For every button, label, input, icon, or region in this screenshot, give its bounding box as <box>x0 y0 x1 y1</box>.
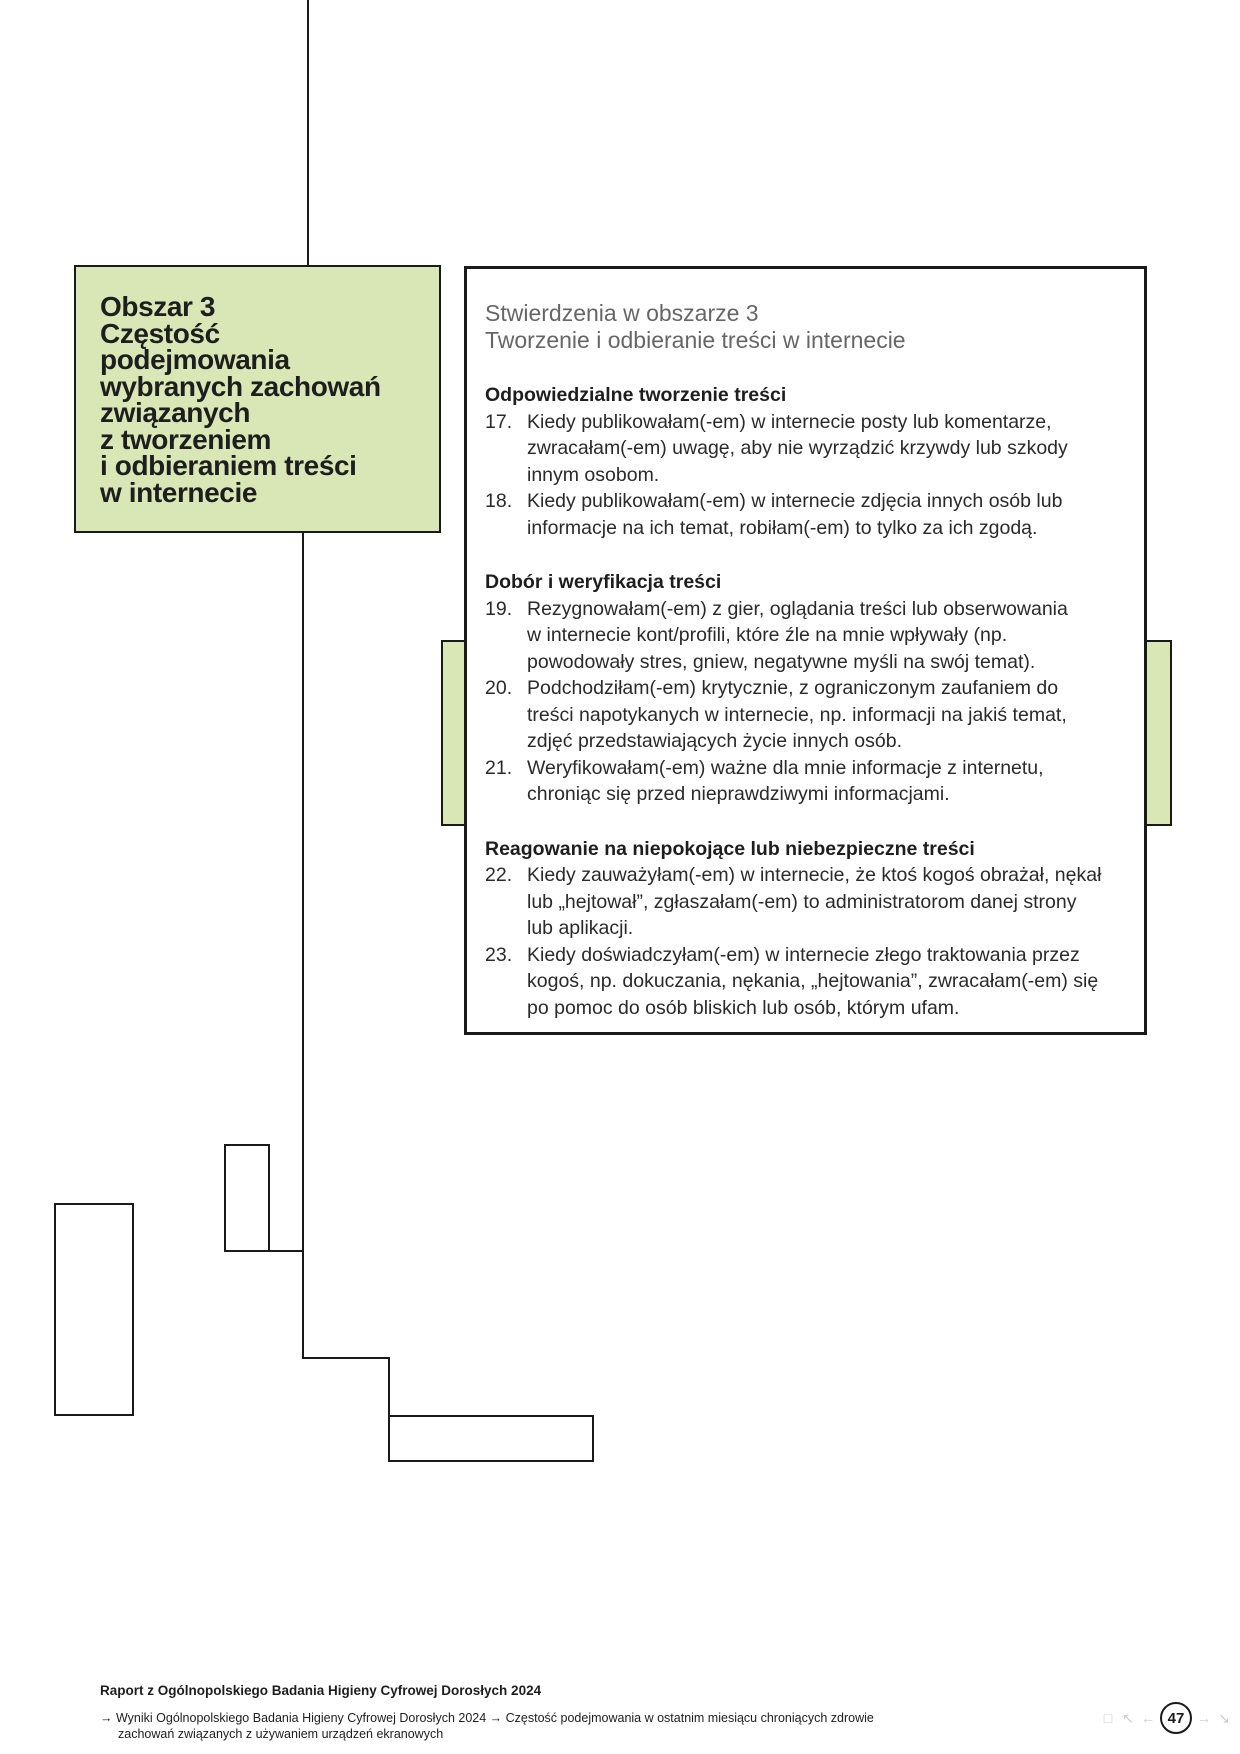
item-text: powodowały stres, gniew, negatywne myśli na swój temat). <box>527 650 1036 673</box>
breadcrumb-line[interactable]: → Wyniki Ogólnopolskiego Badania Higieny Cyfrowej Dorosłych 2024 → Częstość podejmowania w ostatnim miesiącu chroniących zdrowie <box>100 1711 874 1725</box>
item-number: 19. <box>485 597 513 620</box>
breadcrumb-line[interactable]: zachowań związanych z używaniem urządzeń ekranowych <box>118 1727 444 1741</box>
arrow-right-icon[interactable]: → <box>1197 1710 1211 1726</box>
page-number: 47 <box>1160 1702 1192 1734</box>
breadcrumb[interactable] <box>100 1710 874 1742</box>
item-number: 22. <box>485 864 513 886</box>
list-item <box>485 409 1124 489</box>
item-text: Kiedy publikowałam(-em) w internecie zdjęcia innych osób lub <box>527 490 1063 512</box>
connector-line-step <box>302 1357 390 1359</box>
connector-line-branch <box>268 1250 304 1252</box>
section-responsible-creation <box>485 382 1124 541</box>
statements-title: Stwierdzenia w obszarze 3 <box>485 300 759 326</box>
item-text: Kiedy zauważyłam(-em) w internecie, że ktoś kogoś obrażał, nękał <box>527 864 1102 886</box>
list-item <box>485 675 1124 755</box>
list-item <box>485 942 1124 1022</box>
report-title: Raport z Ogólnopolskiego Badania Higieny Cyfrowej Dorosłych 2024 <box>100 1683 542 1698</box>
item-text: lub aplikacji. <box>527 917 634 939</box>
connector-line-top <box>307 0 309 266</box>
item-text: kogoś, np. dokuczania, nękania, „hejtowania”, zwracałam(-em) się <box>527 970 1099 992</box>
square-icon[interactable]: □ <box>1103 1710 1113 1726</box>
item-text: innym osobom. <box>527 463 660 486</box>
list-item <box>485 596 1124 676</box>
arrow-left-icon[interactable]: ← <box>1141 1710 1155 1726</box>
item-text: Kiedy doświadczyłam(-em) w internecie złego traktowania przez <box>527 943 1080 966</box>
area-title-line: podejmowania <box>100 344 290 375</box>
list-item <box>485 755 1124 808</box>
item-text: zdjęć przedstawiających życie innych osób. <box>527 730 903 752</box>
item-text: informacje na ich temat, robiłam(-em) to tylko za ich zgodą. <box>527 516 1038 539</box>
area-title-line: związanych <box>100 397 251 428</box>
list-item <box>485 488 1124 541</box>
section-heading: Odpowiedzialne tworzenie treści <box>485 384 787 406</box>
area-title-line: Częstość <box>100 317 220 349</box>
arrow-up-left-icon[interactable]: ↖ <box>1122 1709 1134 1726</box>
item-text: po pomoc do osób bliskich lub osób, którym ufam. <box>527 996 960 1019</box>
item-text: chroniąc się przed nieprawdziwymi informacjami. <box>527 783 950 805</box>
section-heading: Dobór i weryfikacja treści <box>485 571 722 593</box>
item-number: 23. <box>485 943 513 966</box>
decor-rect-tall <box>54 1203 134 1416</box>
item-text: treści napotykanych w internecie, np. informacji na jakiś temat, <box>527 703 1067 726</box>
item-text: lub „hejtował”, zgłaszałam(-em) to administratorom danej strony <box>527 890 1077 913</box>
section-reacting <box>485 836 1124 1022</box>
item-text: Rezygnowałam(-em) z gier, oglądania treści lub obserwowania <box>527 597 1068 620</box>
section-content-selection <box>485 569 1124 808</box>
decor-rect-wide <box>388 1415 594 1462</box>
area-title-line: i odbieraniem treści <box>100 450 357 481</box>
item-number: 18. <box>485 490 513 512</box>
area-number: Obszar 3 <box>100 291 216 322</box>
area-heading-box <box>74 265 441 533</box>
area-title-line: w internecie <box>100 476 258 508</box>
arrow-down-right-icon[interactable]: ↘ <box>1218 1709 1230 1726</box>
decor-rect-small <box>224 1144 270 1252</box>
area-title-line: wybranych zachowań <box>100 370 381 402</box>
page-navigation <box>1100 1700 1232 1736</box>
item-text: w internecie kont/profili, które źle na mnie wpływały (np. <box>527 624 1008 646</box>
item-text: zwracałam(-em) uwagę, aby nie wyrządzić krzywdy lub szkody <box>527 437 1068 459</box>
item-number: 21. <box>485 756 513 779</box>
decor-rect-step <box>388 1357 390 1417</box>
statements-box <box>464 266 1147 1035</box>
connector-line-main <box>302 533 304 1359</box>
item-text: Weryfikowałam(-em) ważne dla mnie informacje z internetu, <box>527 756 1044 779</box>
item-number: 20. <box>485 677 513 699</box>
area-title-line: z tworzeniem <box>100 423 272 455</box>
list-item <box>485 862 1124 942</box>
item-text: Podchodziłam(-em) krytycznie, z ograniczonym zaufaniem do <box>527 677 1059 699</box>
item-text: Kiedy publikowałam(-em) w internecie posty lub komentarze, <box>527 410 1052 433</box>
statements-subtitle: Tworzenie i odbieranie treści w internecie <box>485 327 906 353</box>
section-heading: Reagowanie na niepokojące lub niebezpieczne treści <box>485 837 975 860</box>
item-number: 17. <box>485 410 513 433</box>
